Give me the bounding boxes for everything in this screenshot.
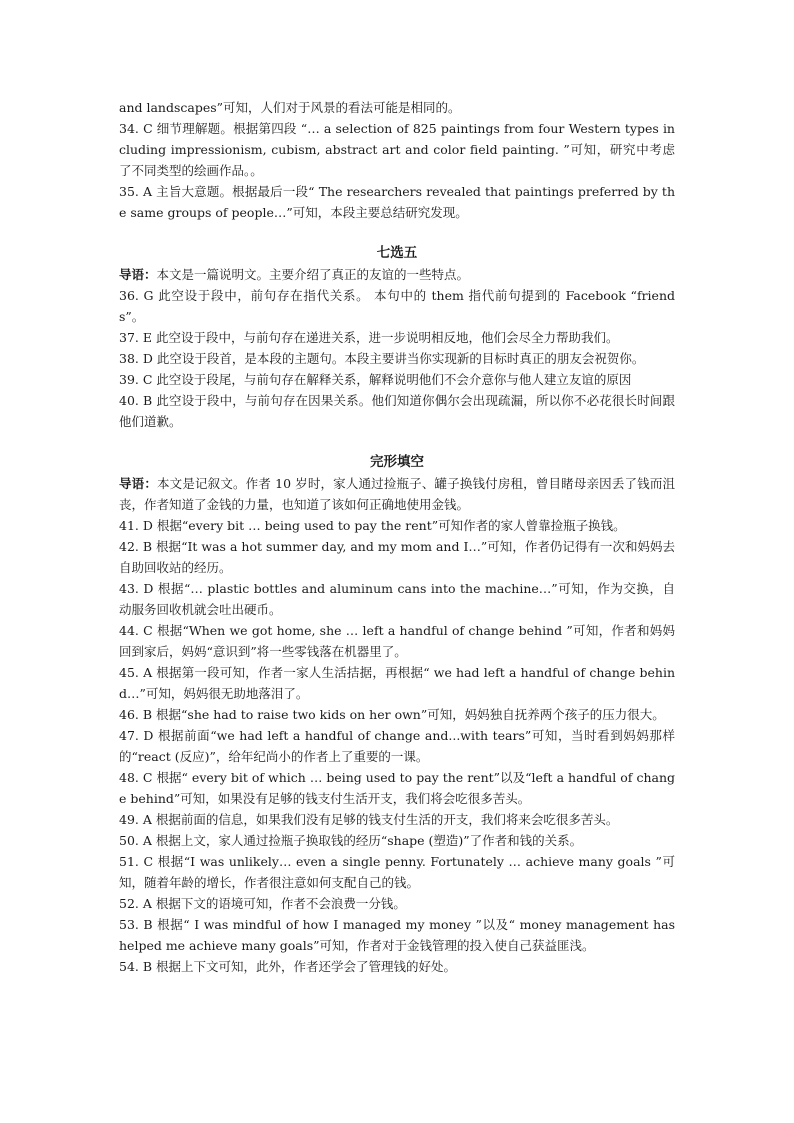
answer-key-page	[119, 97, 675, 977]
answer-item: 45. A 根据第一段可知，作者一家人生活拮据，再根据“ we had left a handful of change behind…”可知，妈妈很无助地落泪了。	[119, 665, 675, 701]
answer-item: 46. B 根据“she had to raise two kids on her own”可知，妈妈独自抚养两个孩子的压力很大。	[119, 707, 665, 722]
answer-item: 47. D 根据前面“we had left a handful of change and...with tears”可知，当时看到妈妈那样的“react (反应)”，给年纪尚小的作者上了重要的一课。	[119, 728, 675, 764]
answer-item: 44. C 根据“When we got home, she … left a handful of change behind ”可知，作者和妈妈回到家后，妈妈“意识到”将一些零钱落在机器里了。	[119, 623, 675, 659]
answer-item: 36. G 此空设于段中，前句存在指代关系。 本句中的 them 指代前句提到的 Facebook “friends”。	[119, 288, 675, 324]
section-intro	[119, 473, 675, 515]
answer-item: 43. D 根据“… plastic bottles and aluminum cans into the machine…”可知，作为交换，自动服务回收机就会吐出硬币。	[119, 581, 675, 617]
answer-item: 54. B 根据上下文可知，此外，作者还学会了管理钱的好处。	[119, 959, 457, 974]
answer-item: 48. C 根据“ every bit of which … being used to pay the rent”以及“left a handful of change behind”可知，如果没有足够的钱支付生活开支，我们将会吃很多苦头。	[119, 770, 675, 806]
answer-item: 52. A 根据下文的语境可知，作者不会浪费一分钱。	[119, 896, 406, 911]
answer-item: 51. C 根据“I was unlikely… even a single penny. Fortunately … achieve many goals ”可知，随着年龄的增长，作者很注意如何支配自己的钱。	[119, 854, 675, 890]
answer-item: 40. B 此空设于段中，与前句存在因果关系。他们知道你偶尔会出现疏漏，所以你不必花很长时间跟他们道歉。	[119, 393, 675, 429]
section-title-cloze: 完形填空	[370, 454, 424, 470]
answer-item: 37. E 此空设于段中，与前句存在递进关系，进一步说明相反地，他们会尽全力帮助我们。	[119, 330, 619, 345]
answer-item: 39. C 此空设于段尾，与前句存在解释关系，解释说明他们不会介意你与他人建立友谊的原因	[119, 372, 632, 387]
answer-item: 49. A 根据前面的信息，如果我们没有足够的钱支付生活的开支，我们将来会吃很多苦头。	[119, 812, 619, 827]
intro-text: 本文是记叙文。作者 10 岁时，家人通过捡瓶子、罐子换钱付房租，曾目睹母亲因丢了钱而沮丧，作者知道了金钱的力量，也知道了该如何正确地使用金钱。	[119, 476, 675, 512]
intro-label: 导语：	[119, 476, 157, 491]
intro-text: 本文是一篇说明文。主要介绍了真正的友谊的一些特点。	[156, 267, 470, 282]
answer-item: 41. D 根据“every bit … being used to pay the rent”可知作者的家人曾靠捡瓶子换钱。	[119, 518, 626, 533]
answer-item: 50. A 根据上文，家人通过捡瓶子换取钱的经历“shape (塑造)”了作者和钱的关系。	[119, 833, 583, 848]
intro-label: 导语：	[119, 267, 157, 282]
answer-item: 53. B 根据“ I was mindful of how I managed my money ”以及“ money management has helped me achieve many goals”可知，作者对于金钱管理的投入使自己获益匪浅。	[119, 917, 675, 953]
section-title-seven-choose-five: 七选五	[376, 245, 418, 261]
answer-item: and landscapes”可知，人们对于风景的看法可能是相同的。	[119, 100, 461, 115]
answer-item: 38. D 此空设于段首，是本段的主题句。本段主要讲当你实现新的目标时真正的朋友会祝贺你。	[119, 351, 645, 366]
answer-item: 34. C 细节理解题。根据第四段 “… a selection of 825 paintings from four Western types including impressionism, cubism, abstract art and color field painting. ”可知，研究中考虑了不同类型的绘画作品。。	[119, 121, 675, 178]
answer-item: 35. A 主旨大意题。根据最后一段“ The researchers revealed that paintings preferred by the same groups of people…”可知，本段主要总结研究发现。	[119, 184, 675, 220]
section-intro	[119, 264, 675, 285]
answer-item: 42. B 根据“It was a hot summer day, and my mom and I…”可知，作者仍记得有一次和妈妈去自助回收站的经历。	[119, 539, 675, 575]
